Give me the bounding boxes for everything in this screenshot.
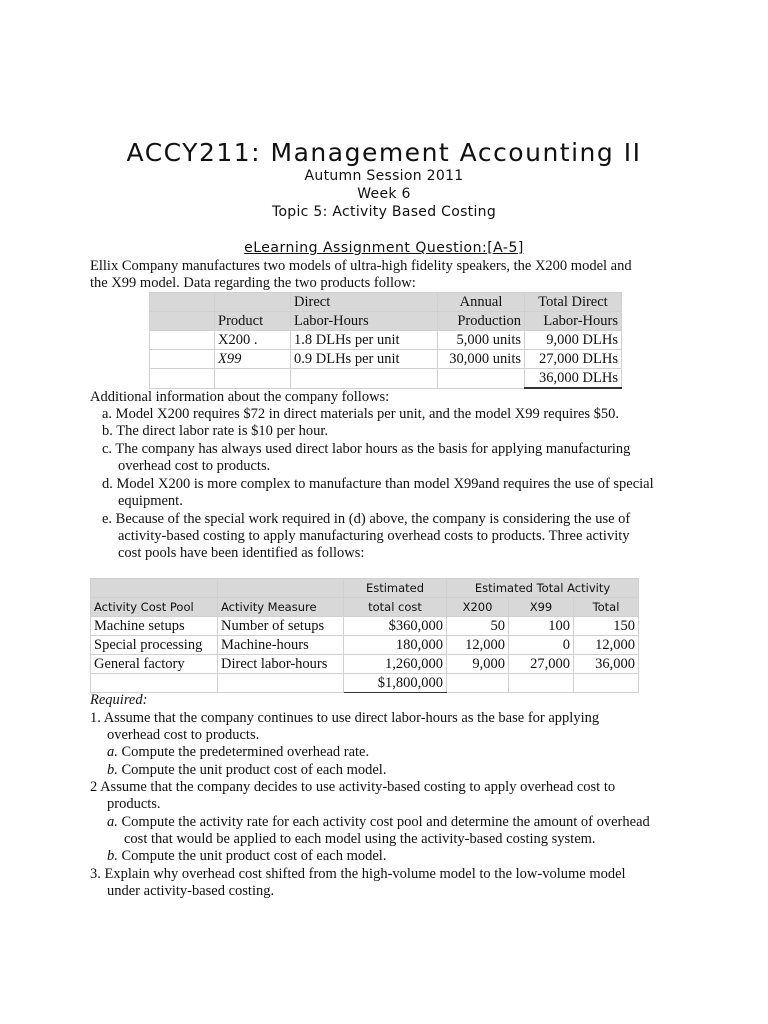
question-2a — [107, 814, 650, 831]
question-3-cont: under activity-based costing. — [107, 883, 275, 899]
question-1a — [107, 744, 369, 761]
table-cell: Labor-Hours — [291, 312, 438, 331]
table-cell: Labor-Hours — [525, 312, 622, 331]
table-cell: 180,000 — [344, 636, 447, 655]
table-row — [150, 350, 622, 369]
table-cell: Machine setups — [91, 617, 218, 636]
question-2a-text: Compute the activity rate for each activity cost pool and determine the amount of overhead — [117, 814, 650, 830]
table-cell — [150, 293, 215, 312]
info-line-c: c. The company has always used direct labor hours as the basis for applying manufacturing — [102, 441, 631, 457]
table-cell — [91, 579, 218, 598]
required-heading: Required: — [90, 692, 148, 708]
table-cell — [438, 369, 525, 389]
table-cell: Total — [574, 598, 639, 617]
table-row — [150, 331, 622, 350]
product-data-table — [149, 292, 622, 389]
table-cell: Activity Measure — [218, 598, 344, 617]
table-cell — [215, 293, 291, 312]
table-header-row — [91, 579, 639, 598]
table-cell: 9,000 — [447, 655, 509, 674]
info-line-d: d. Model X200 is more complex to manufacture than model X99and requires the use of special — [102, 476, 654, 492]
assignment-heading: eLearning Assignment Question:[A-5] — [244, 240, 524, 256]
total-cost-cell: $1,800,000 — [344, 674, 447, 693]
table-cell: 12,000 — [447, 636, 509, 655]
week-line: Week 6 — [357, 186, 411, 202]
table-cell: Activity Cost Pool — [91, 598, 218, 617]
question-1a-text: Compute the predetermined overhead rate. — [117, 744, 370, 760]
table-cell: 36,000 — [574, 655, 639, 674]
question-1-cont: overhead cost to products. — [107, 727, 260, 743]
question-3: 3. Explain why overhead cost shifted from the high-volume model to the low-volume model — [90, 866, 626, 882]
table-cell: Special processing — [91, 636, 218, 655]
table-cell — [150, 331, 215, 350]
table-cell — [574, 674, 639, 693]
table-total-row — [150, 369, 622, 389]
question-2b — [107, 848, 386, 865]
info-line-d2: equipment. — [118, 493, 183, 509]
table-cell: total cost — [344, 598, 447, 617]
table-total-row — [91, 674, 639, 693]
table-cell: 5,000 units — [438, 331, 525, 350]
table-cell: 1,260,000 — [344, 655, 447, 674]
table-cell — [150, 369, 215, 389]
table-cell: Product — [215, 312, 291, 331]
table-cell: 27,000 — [509, 655, 574, 674]
table-cell — [218, 674, 344, 693]
table-cell: 27,000 DLHs — [525, 350, 622, 369]
question-1b — [107, 762, 386, 779]
total-dlh-cell: 36,000 DLHs — [525, 369, 622, 389]
table-cell: 12,000 — [574, 636, 639, 655]
table-cell: X200 — [447, 598, 509, 617]
table-header-row — [91, 598, 639, 617]
table-cell: Annual — [438, 293, 525, 312]
table-cell: 9,000 DLHs — [525, 331, 622, 350]
table-cell — [150, 350, 215, 369]
topic-line: Topic 5: Activity Based Costing — [271, 204, 497, 220]
table-cell: 150 — [574, 617, 639, 636]
intro-line-1: Ellix Company manufactures two models of ultra-high fidelity speakers, the X200 model and — [90, 258, 632, 274]
additional-heading: Additional information about the company follows: — [90, 389, 390, 405]
info-line-c2: overhead cost to products. — [118, 458, 271, 474]
table-cell: Number of setups — [218, 617, 344, 636]
table-cell: Production — [438, 312, 525, 331]
info-line-e2: activity-based costing to apply manufacturing overhead costs to products. Three activity — [118, 528, 630, 544]
table-cell: Machine-hours — [218, 636, 344, 655]
table-row — [91, 617, 639, 636]
intro-line-2: the X99 model. Data regarding the two products follow: — [90, 275, 416, 291]
table-cell: Direct — [291, 293, 438, 312]
table-cell: 100 — [509, 617, 574, 636]
question-2a-cont: cost that would be applied to each model using the activity-based costing system. — [124, 831, 596, 847]
question-1a-label: a. — [107, 744, 118, 760]
table-cell: 0 — [509, 636, 574, 655]
table-cell — [91, 674, 218, 693]
table-cell: X99 — [509, 598, 574, 617]
question-2b-label: b. — [107, 848, 118, 864]
question-1: 1. Assume that the company continues to use direct labor-hours as the base for applying — [90, 710, 600, 726]
table-cell: Total Direct — [525, 293, 622, 312]
table-cell — [291, 369, 438, 389]
table-cell — [215, 369, 291, 389]
table-cell — [218, 579, 344, 598]
question-2b-text: Compute the unit product cost of each model. — [117, 848, 387, 864]
table-row — [91, 636, 639, 655]
table-cell: Direct labor-hours — [218, 655, 344, 674]
info-line-a: a. Model X200 requires $72 in direct materials per unit, and the model X99 requires $50. — [102, 406, 620, 422]
info-line-b: b. The direct labor rate is $10 per hour. — [102, 423, 329, 439]
question-2: 2 Assume that the company decides to use activity-based costing to apply overhead cost to — [90, 779, 616, 795]
table-cell: 50 — [447, 617, 509, 636]
info-line-e: e. Because of the special work required in (d) above, the company is considering the use of — [102, 511, 631, 527]
table-row — [91, 655, 639, 674]
question-1b-label: b. — [107, 762, 118, 778]
table-cell: General factory — [91, 655, 218, 674]
table-cell: X200 . — [215, 331, 291, 350]
question-2a-label: a. — [107, 814, 118, 830]
table-cell: Estimated — [344, 579, 447, 598]
table-cell: $360,000 — [344, 617, 447, 636]
table-cell — [150, 312, 215, 331]
info-line-e3: cost pools have been identified as follows: — [118, 545, 365, 561]
table-cell: 0.9 DLHs per unit — [291, 350, 438, 369]
table-cell: X99 — [215, 350, 291, 369]
table-header-row — [150, 293, 622, 312]
session-line: Autumn Session 2011 — [304, 168, 464, 184]
table-cell: 30,000 units — [438, 350, 525, 369]
table-cell: Estimated Total Activity — [447, 579, 639, 598]
table-cell — [509, 674, 574, 693]
table-cell: 1.8 DLHs per unit — [291, 331, 438, 350]
activity-cost-pool-table — [90, 578, 639, 693]
course-title: ACCY211: Management Accounting II — [126, 138, 642, 167]
question-1b-text: Compute the unit product cost of each model. — [117, 762, 387, 778]
table-header-row — [150, 312, 622, 331]
table-cell — [447, 674, 509, 693]
question-2-cont: products. — [107, 796, 161, 812]
